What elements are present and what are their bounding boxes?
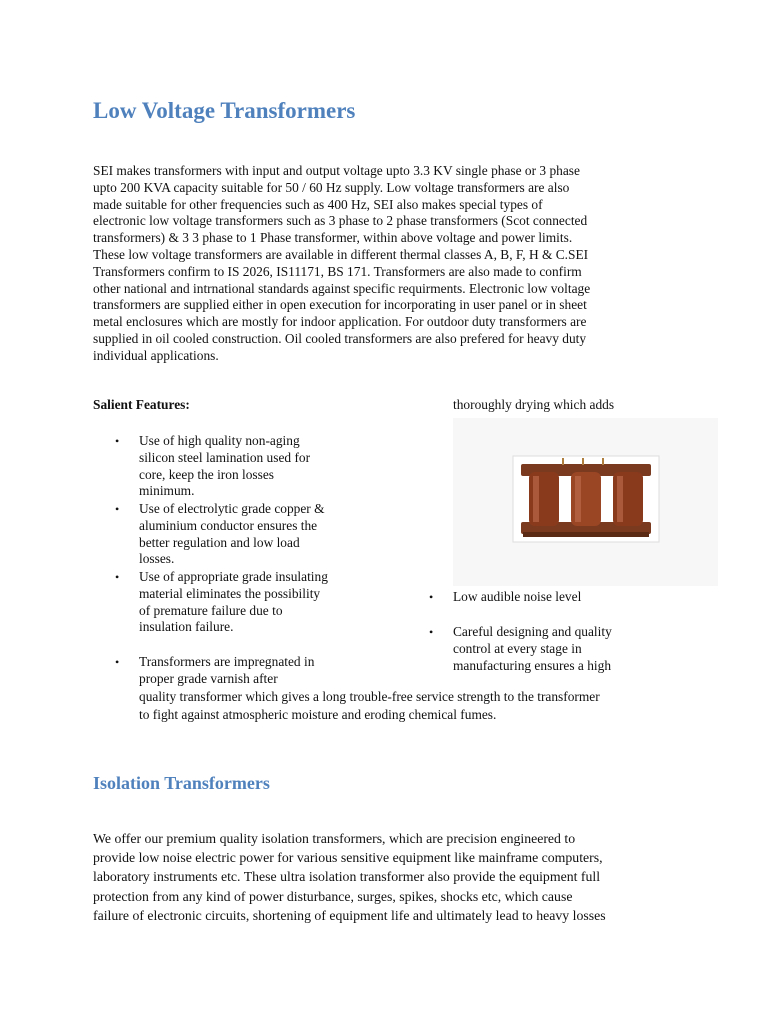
transformer-image	[453, 418, 718, 586]
bullet-icon: •	[429, 625, 434, 639]
feature-line: manufacturing ensures a high	[453, 657, 612, 673]
section-title-isolation: Isolation Transformers	[93, 773, 270, 793]
intro-line: Transformers confirm to IS 2026, IS11171, BS 171. Transformers are also made to confirm	[93, 263, 582, 279]
salient-features-heading: Salient Features:	[93, 397, 190, 412]
feature-line: Use of appropriate grade insulating	[139, 569, 328, 584]
isolation-line: laboratory instruments etc. These ultra isolation transformer also provide the equipment full	[93, 869, 601, 885]
bullet-icon: •	[115, 655, 120, 669]
feature-line: proper grade varnish after	[139, 670, 278, 686]
isolation-line: We offer our premium quality isolation transformers, which are precision engineered to	[93, 831, 576, 846]
feature-line: Use of electrolytic grade copper &	[139, 501, 325, 516]
feature-line: Low audible noise level	[453, 589, 582, 604]
page-title: Low Voltage Transformers	[93, 98, 356, 123]
bullet-icon: •	[115, 570, 120, 584]
intro-line: electronic low voltage transformers such as 3 phase to 2 phase transformers (Scot connected	[93, 213, 588, 229]
feature-line: aluminium conductor ensures the	[139, 517, 318, 533]
column-tail-text: thoroughly drying which adds	[453, 397, 615, 412]
bullet-icon: •	[429, 590, 434, 604]
intro-line: supplied in oil cooled construction. Oil cooled transformers are also prefered for heavy duty	[93, 330, 587, 346]
feature-line: Transformers are impregnated in	[139, 654, 315, 669]
feature-line: minimum.	[139, 483, 195, 499]
intro-line: made suitable for other frequencies such as 400 Hz, SEI also makes special types of	[93, 196, 543, 212]
intro-line: SEI makes transformers with input and output voltage upto 3.3 KV single phase or 3 phase	[93, 163, 580, 178]
intro-line: These low voltage transformers are available in different thermal classes A, B, F, H & C.SEI	[93, 246, 589, 262]
feature-line: Use of high quality non-aging	[139, 433, 300, 448]
isolation-line: provide low noise electric power for various sensitive equipment like mainframe computers,	[93, 850, 603, 866]
feature-item	[429, 624, 612, 674]
bullet-icon: •	[115, 434, 120, 448]
isolation-line: protection from any kind of power disturbance, surges, spikes, shocks etc, which cause	[93, 888, 573, 904]
intro-line: metal enclosures which are mostly for indoor application. For outdoor duty transformers are	[93, 314, 587, 330]
isolation-paragraph	[93, 829, 693, 925]
feature-item	[115, 569, 328, 636]
feature-line: core, keep the iron losses	[139, 466, 274, 482]
feature-line: losses.	[139, 551, 175, 567]
feature-item	[115, 501, 325, 568]
intro-line: other national and intrnational standards against specific requirments. Electronic low voltage	[93, 280, 591, 296]
feature-line: silicon steel lamination used for	[139, 449, 311, 465]
feature-line: better regulation and low load	[139, 534, 300, 550]
feature-line: material eliminates the possibility	[139, 585, 321, 601]
intro-line: transformers are supplied either in open execution for incorporating in user panel or in sheet	[93, 297, 587, 313]
continuation-line: quality transformer which gives a long trouble-free service strength to the transformer	[139, 689, 600, 704]
transformer-illustration	[453, 418, 718, 586]
feature-line: control at every stage in	[453, 640, 582, 656]
feature-continuation	[139, 688, 600, 723]
bullet-icon: •	[115, 502, 120, 516]
intro-line: upto 200 KVA capacity suitable for 50 / 60 Hz supply. Low voltage transformers are also	[93, 179, 570, 195]
continuation-line: to fight against atmospheric moisture and eroding chemical fumes.	[139, 706, 497, 722]
intro-paragraph	[93, 163, 683, 365]
intro-line: transformers) & 3 3 phase to 1 Phase transformer, within above voltage and power limits.	[93, 230, 573, 246]
isolation-line: failure of electronic circuits, shortening of equipment life and ultimately lead to heavy losses	[93, 907, 606, 923]
feature-item	[115, 654, 315, 688]
intro-line: individual applications.	[93, 347, 219, 363]
feature-line: Careful designing and quality	[453, 624, 612, 639]
feature-item	[429, 589, 582, 606]
feature-line: of premature failure due to	[139, 602, 283, 618]
feature-item	[115, 433, 311, 500]
feature-line: insulation failure.	[139, 619, 234, 635]
